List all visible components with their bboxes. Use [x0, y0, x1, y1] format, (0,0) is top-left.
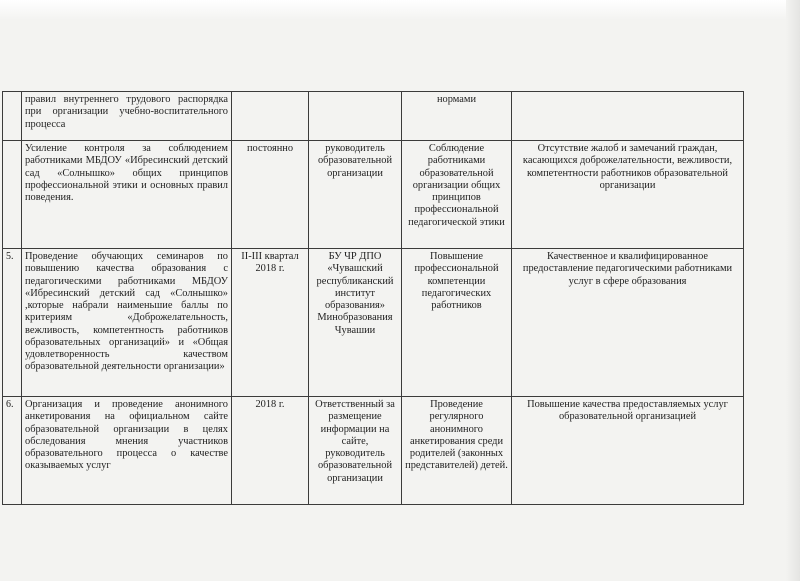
scan-edge	[786, 0, 800, 581]
result-cell: нормами	[402, 92, 512, 141]
table-row	[3, 397, 744, 505]
row-number: 5.	[3, 249, 22, 397]
table-row	[3, 141, 744, 249]
indicator-cell: Повышение качества предоставляемых услуг образовательной организацией	[512, 397, 744, 505]
row-number	[3, 141, 22, 249]
action-plan-table	[2, 91, 744, 505]
responsible-cell: БУ ЧР ДПО «Чувашский республиканский институт образования» Минобразования Чувашии	[309, 249, 402, 397]
table-row	[3, 92, 744, 141]
result-cell: Соблюдение работниками образовательной организации общих принципов профессиональной педагогической этики	[402, 141, 512, 249]
indicator-cell: Отсутствие жалоб и замечаний граждан, касающихся доброжелательности, вежливости, компетентности работников образовательной организации	[512, 141, 744, 249]
measure-description: правил внутреннего трудового распорядка при организации учебно-воспитательного процесса	[22, 92, 232, 141]
measure-description: Организация и проведение анонимного анкетирования на официальном сайте образовательной организации в целях обследования мнения участников образовательного процесса о качестве оказываемых услуг	[22, 397, 232, 505]
responsible-cell: руководитель образовательной организации	[309, 141, 402, 249]
term-cell: II-III квартал 2018 г.	[232, 249, 309, 397]
term-cell	[232, 92, 309, 141]
indicator-cell: Качественное и квалифицированное предоставление педагогическими работниками услуг в сфере образования	[512, 249, 744, 397]
responsible-cell: Ответственный за размещение информации на сайте, руководитель образовательной организации	[309, 397, 402, 505]
result-cell: Проведение регулярного анонимного анкетирования среди родителей (законных представителей) детей.	[402, 397, 512, 505]
indicator-cell	[512, 92, 744, 141]
term-cell: постоянно	[232, 141, 309, 249]
table-row	[3, 249, 744, 397]
responsible-cell	[309, 92, 402, 141]
page-top-margin	[0, 0, 800, 20]
measure-description: Проведение обучающих семинаров по повышению качества образования с педагогическими работниками МБДОУ «Ибресинский детский сад «Солнышко» ,которые набрали наименьшие баллы по критериям «Доброжелательность, вежливость, компетентность работников образовательных организаций» и «Общая удовлетворенность качеством образовательной деятельности организации»	[22, 249, 232, 397]
term-cell: 2018 г.	[232, 397, 309, 505]
result-cell: Повышение профессиональной компетенции педагогических работников	[402, 249, 512, 397]
row-number	[3, 92, 22, 141]
row-number: 6.	[3, 397, 22, 505]
measure-description: Усиление контроля за соблюдением работниками МБДОУ «Ибресинский детский сад «Солнышко» общих принципов профессиональной этики и основных правил поведения.	[22, 141, 232, 249]
